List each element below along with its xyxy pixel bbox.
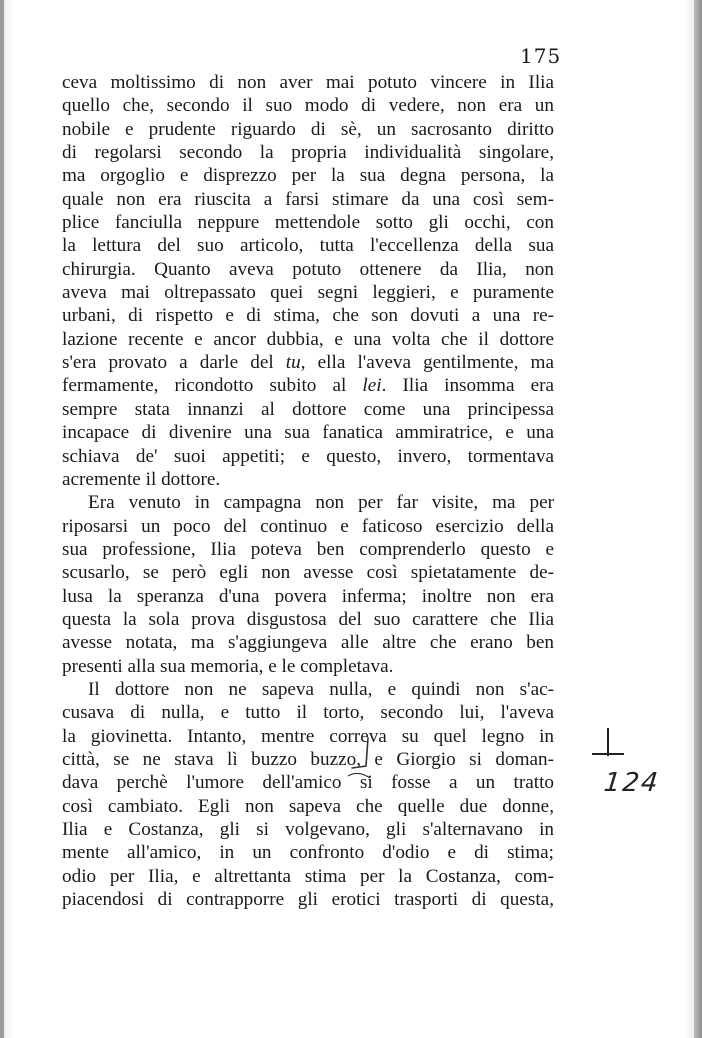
text-line: Il dottore non ne sapeva nulla, e quindi non s'ac- bbox=[88, 678, 554, 700]
text-line: schiava de' suoi appetiti; e questo, invero, tormentava bbox=[62, 445, 554, 467]
text-line: aveva mai oltrepassato quei segni leggieri, e puramente bbox=[62, 282, 554, 304]
text-segment: . Ilia insomma era bbox=[381, 375, 554, 397]
text-line: lazione recente e ancor dubbia, e una volta che il dottore bbox=[62, 328, 554, 350]
pencil-insertion-mark bbox=[346, 736, 372, 782]
text-line: lusa la speranza d'una povera inferma; inoltre non era bbox=[62, 585, 554, 607]
text-line: acremente il dottore. bbox=[62, 468, 221, 490]
text-line: la giovinetta. Intanto, mentre correva su quel legno in bbox=[62, 725, 554, 747]
text-line: quello che, secondo il suo modo di vedere, non era un bbox=[62, 95, 554, 117]
text-line: plice fanciulla neppure mettendole sotto gli occhi, con bbox=[62, 212, 554, 234]
text-line: questa la sola prova disgustosa del suo carattere che Ilia bbox=[62, 608, 554, 630]
text-line: mente all'amico, in un confronto d'odio e di stima; bbox=[62, 842, 554, 864]
text-line: Era venuto in campagna non per far visite, ma per bbox=[88, 492, 554, 514]
text-segment: fermamente, ricondotto subito al bbox=[62, 375, 363, 397]
text-line: piacendosi di contrapporre gli erotici trasporti di questa, bbox=[62, 889, 554, 911]
page-number: 175 bbox=[520, 44, 562, 68]
text-line: così cambiato. Egli non sapeva che quelle due donne, bbox=[62, 795, 554, 817]
text-line: città, se ne stava lì buzzo buzzo, e Giorgio si doman- bbox=[62, 748, 554, 770]
page-left-edge bbox=[0, 0, 4, 1038]
text-line: presenti alla sua memoria, e le completava. bbox=[62, 655, 394, 677]
page-right-edge bbox=[694, 0, 702, 1038]
text-line: dava perchè l'umore dell'amico si fosse a un tratto bbox=[62, 772, 554, 794]
text-line: incapace di divenire una sua fanatica ammiratrice, e una bbox=[62, 422, 554, 444]
text-segment: s'era provato a darle del bbox=[62, 352, 286, 374]
text-line: nobile e prudente riguardo di sè, un sacrosanto diritto bbox=[62, 118, 554, 140]
margin-cross-mark bbox=[588, 726, 628, 766]
text-line: riposarsi un poco del continuo e faticoso esercizio della bbox=[62, 515, 554, 537]
margin-annotation: 124 bbox=[602, 768, 662, 798]
text-line: sempre stata innanzi al dottore come una principessa bbox=[62, 398, 554, 420]
body-text bbox=[62, 71, 554, 911]
text-line: ceva moltissimo di non aver mai potuto vincere in Ilia bbox=[62, 72, 554, 93]
text-line: Ilia e Costanza, gli si volgevano, gli s'alternavano in bbox=[62, 819, 554, 840]
text-line: odio per Ilia, e altrettanta stima per la Costanza, com- bbox=[62, 865, 554, 887]
text-line: la lettura del suo articolo, tutta l'eccellenza della sua bbox=[62, 235, 554, 257]
text-line: chirurgia. Quanto aveva potuto ottenere da Ilia, non bbox=[62, 258, 554, 280]
italic-word: tu bbox=[285, 352, 301, 374]
text-segment: , ella l'aveva gentilmente, ma bbox=[300, 352, 554, 374]
text-line: sua professione, Ilia poteva ben comprenderlo questo e bbox=[62, 538, 554, 560]
text-line: urbani, di rispetto e di stima, che son dovuti a una re- bbox=[62, 305, 554, 327]
italic-word: lei bbox=[362, 375, 382, 397]
text-line: scusarlo, se però egli non avesse così spietatamente de- bbox=[62, 562, 554, 584]
text-line: ma orgoglio e disprezzo per la sua degna persona, la bbox=[62, 165, 554, 187]
text-line bbox=[62, 351, 554, 374]
text-line: avesse notata, ma s'aggiungeva alle altre che erano ben bbox=[62, 632, 554, 654]
text-line bbox=[62, 374, 554, 397]
text-line: quale non era riuscita a farsi stimare da una così sem- bbox=[62, 188, 554, 210]
text-line: di regolarsi secondo la propria individualità singolare, bbox=[62, 142, 554, 164]
text-line: cusava di nulla, e tutto il torto, secondo lui, l'aveva bbox=[62, 702, 554, 724]
